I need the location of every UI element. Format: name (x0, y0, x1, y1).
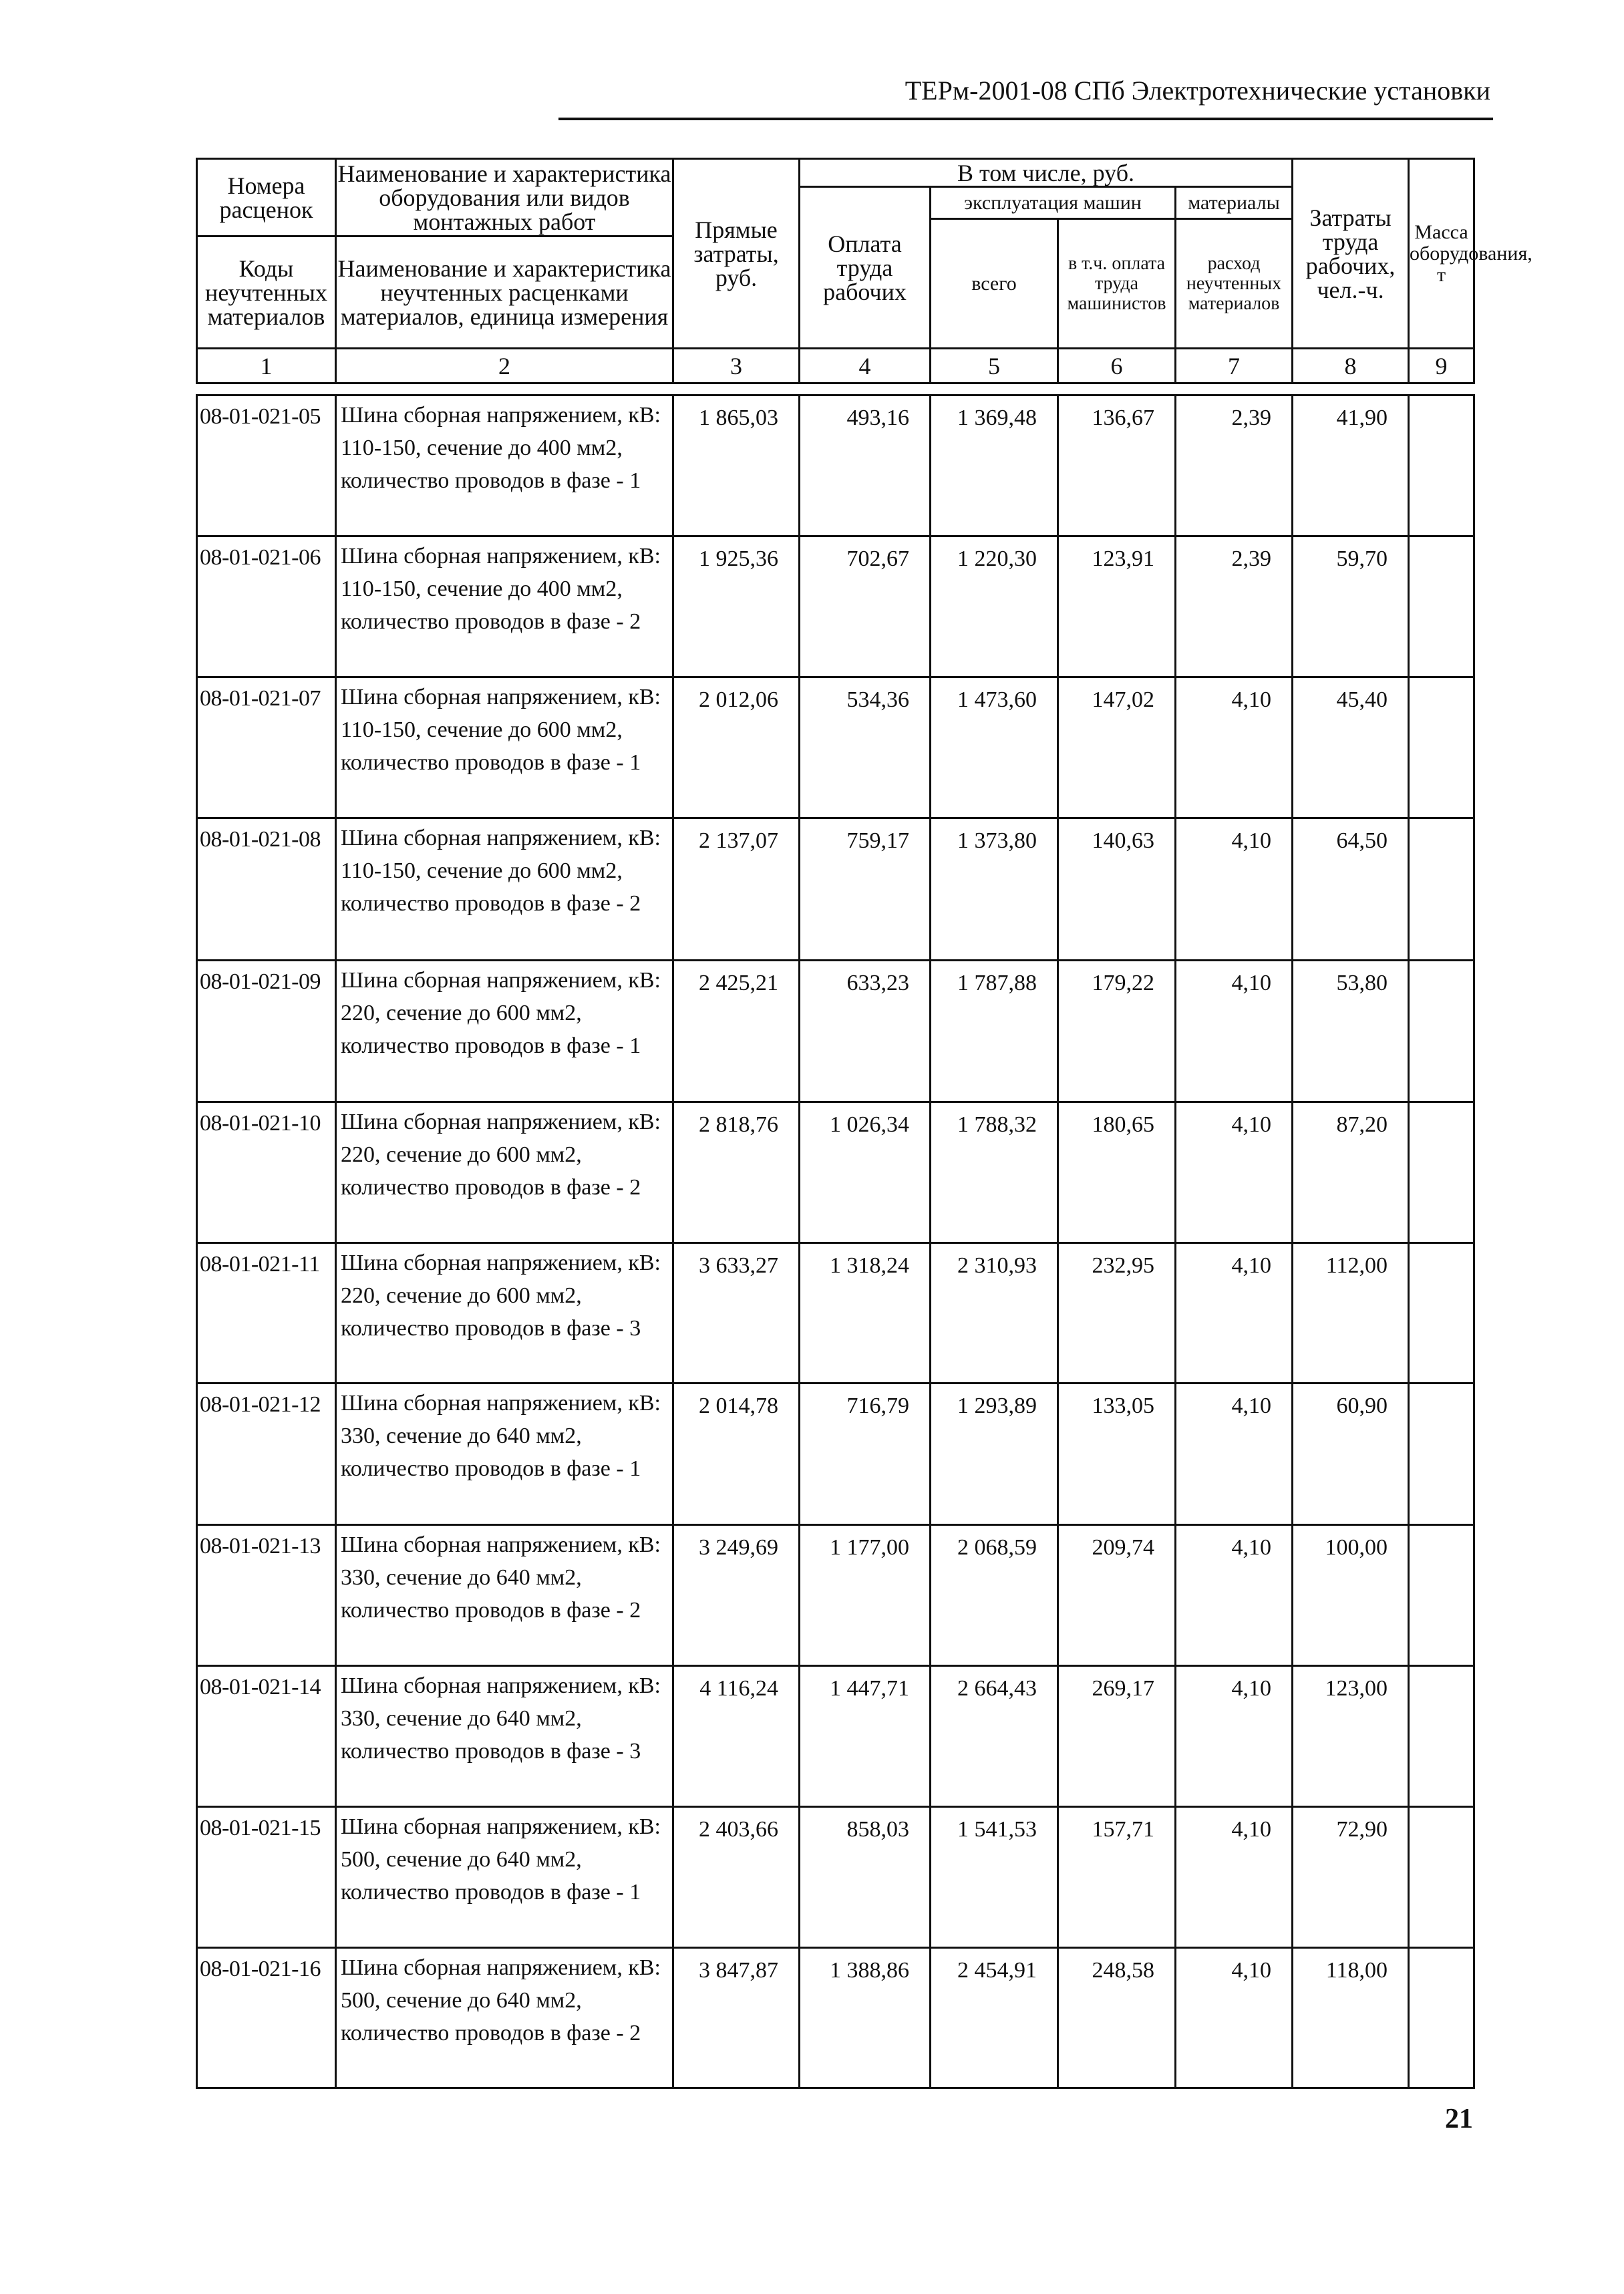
header-machine-operation: эксплуатация машин (931, 187, 1176, 219)
material-usage-cell: 4,10 (1176, 677, 1293, 818)
machine-total-cell: 1 788,32 (931, 1102, 1058, 1243)
machinist-pay-cell: 209,74 (1058, 1525, 1176, 1666)
worker-pay-cell: 759,17 (800, 818, 931, 961)
worker-pay-cell: 702,67 (800, 536, 931, 677)
material-usage-cell: 2,39 (1176, 536, 1293, 677)
machine-total-cell: 1 293,89 (931, 1383, 1058, 1525)
equipment-mass-cell (1409, 1383, 1474, 1525)
machinist-pay-cell: 133,05 (1058, 1383, 1176, 1525)
table-row (197, 961, 1474, 1102)
column-number: 3 (673, 349, 800, 383)
direct-costs-cell: 4 116,24 (673, 1666, 800, 1807)
header-material-usage: расход неучтенных материалов (1176, 219, 1293, 349)
worker-pay-cell: 1 026,34 (800, 1102, 931, 1243)
work-description-cell: Шина сборная напряжением, кВ: 500, сечение до 640 мм2, количество проводов в фазе - 1 (336, 1807, 673, 1948)
direct-costs-cell: 2 818,76 (673, 1102, 800, 1243)
rate-code-cell: 08-01-021-09 (197, 961, 336, 1102)
equipment-mass-cell (1409, 1948, 1474, 2088)
table-row (197, 1525, 1474, 1666)
labor-hours-cell: 64,50 (1293, 818, 1409, 961)
table-row (197, 1243, 1474, 1383)
header-machinist-pay: в т.ч. оплата труда машинистов (1058, 219, 1176, 349)
header-rule (558, 118, 1493, 120)
worker-pay-cell: 1 318,24 (800, 1243, 931, 1383)
machinist-pay-cell: 123,91 (1058, 536, 1176, 677)
rate-code-cell: 08-01-021-10 (197, 1102, 336, 1243)
work-description-cell: Шина сборная напряжением, кВ: 330, сечение до 640 мм2, количество проводов в фазе - 2 (336, 1525, 673, 1666)
worker-pay-cell: 633,23 (800, 961, 931, 1102)
column-number: 4 (800, 349, 931, 383)
machinist-pay-cell: 179,22 (1058, 961, 1176, 1102)
column-number: 6 (1058, 349, 1176, 383)
table-row (197, 818, 1474, 961)
table-row (197, 1807, 1474, 1948)
header-material-names: Наименование и характеристика неучтенных расценками материалов, единица измерения (336, 236, 673, 349)
machine-total-cell: 2 310,93 (931, 1243, 1058, 1383)
machine-total-cell: 1 541,53 (931, 1807, 1058, 1948)
rate-code-cell: 08-01-021-15 (197, 1807, 336, 1948)
rate-code-cell: 08-01-021-13 (197, 1525, 336, 1666)
equipment-mass-cell (1409, 961, 1474, 1102)
column-number: 5 (931, 349, 1058, 383)
rate-code-cell: 08-01-021-05 (197, 395, 336, 536)
column-number: 7 (1176, 349, 1293, 383)
header-including: В том числе, руб. (800, 159, 1293, 187)
table-row (197, 1948, 1474, 2088)
worker-pay-cell: 716,79 (800, 1383, 931, 1525)
worker-pay-cell: 1 447,71 (800, 1666, 931, 1807)
header-worker-pay: Оплата труда рабочих (800, 187, 931, 349)
machine-total-cell: 2 454,91 (931, 1948, 1058, 2088)
work-description-cell: Шина сборная напряжением, кВ: 330, сечение до 640 мм2, количество проводов в фазе - 3 (336, 1666, 673, 1807)
machinist-pay-cell: 136,67 (1058, 395, 1176, 536)
table-row (197, 536, 1474, 677)
work-description-cell: Шина сборная напряжением, кВ: 220, сечение до 600 мм2, количество проводов в фазе - 2 (336, 1102, 673, 1243)
material-usage-cell: 4,10 (1176, 1948, 1293, 2088)
column-header-table (196, 158, 1532, 384)
material-usage-cell: 4,10 (1176, 1102, 1293, 1243)
labor-hours-cell: 45,40 (1293, 677, 1409, 818)
equipment-mass-cell (1409, 1666, 1474, 1807)
header-direct-costs: Прямые затраты, руб. (673, 159, 800, 349)
header-materials: материалы (1176, 187, 1293, 219)
equipment-mass-cell (1409, 818, 1474, 961)
work-description-cell: Шина сборная напряжением, кВ: 110-150, сечение до 400 мм2, количество проводов в фазе - 2 (336, 536, 673, 677)
worker-pay-cell: 1 388,86 (800, 1948, 931, 2088)
table-row (197, 1102, 1474, 1243)
material-usage-cell: 4,10 (1176, 1525, 1293, 1666)
direct-costs-cell: 2 012,06 (673, 677, 800, 818)
direct-costs-cell: 2 403,66 (673, 1807, 800, 1948)
equipment-mass-cell (1409, 395, 1474, 536)
header-equipment-mass: Масса оборудования, т (1409, 159, 1474, 349)
work-description-cell: Шина сборная напряжением, кВ: 110-150, сечение до 400 мм2, количество проводов в фазе - 1 (336, 395, 673, 536)
machine-total-cell: 1 787,88 (931, 961, 1058, 1102)
material-usage-cell: 2,39 (1176, 395, 1293, 536)
material-usage-cell: 4,10 (1176, 818, 1293, 961)
direct-costs-cell: 3 249,69 (673, 1525, 800, 1666)
rate-code-cell: 08-01-021-14 (197, 1666, 336, 1807)
machinist-pay-cell: 157,71 (1058, 1807, 1176, 1948)
table-row (197, 1666, 1474, 1807)
work-description-cell: Шина сборная напряжением, кВ: 330, сечение до 640 мм2, количество проводов в фазе - 1 (336, 1383, 673, 1525)
labor-hours-cell: 60,90 (1293, 1383, 1409, 1525)
machinist-pay-cell: 147,02 (1058, 677, 1176, 818)
machinist-pay-cell: 248,58 (1058, 1948, 1176, 2088)
labor-hours-cell: 72,90 (1293, 1807, 1409, 1948)
labor-hours-cell: 87,20 (1293, 1102, 1409, 1243)
rate-code-cell: 08-01-021-08 (197, 818, 336, 961)
direct-costs-cell: 2 425,21 (673, 961, 800, 1102)
equipment-mass-cell (1409, 1102, 1474, 1243)
header-rate-numbers: Номера расценок (197, 159, 336, 236)
page-number: 21 (1445, 2104, 1473, 2134)
machinist-pay-cell: 180,65 (1058, 1102, 1176, 1243)
column-number: 2 (336, 349, 673, 383)
direct-costs-cell: 1 865,03 (673, 395, 800, 536)
labor-hours-cell: 59,70 (1293, 536, 1409, 677)
direct-costs-cell: 3 847,87 (673, 1948, 800, 2088)
machinist-pay-cell: 140,63 (1058, 818, 1176, 961)
equipment-mass-cell (1409, 677, 1474, 818)
direct-costs-cell: 3 633,27 (673, 1243, 800, 1383)
price-table (196, 394, 1475, 2089)
labor-hours-cell: 123,00 (1293, 1666, 1409, 1807)
table-row (197, 1383, 1474, 1525)
header-material-codes: Коды неучтенных материалов (197, 236, 336, 349)
machine-total-cell: 2 068,59 (931, 1525, 1058, 1666)
rate-code-cell: 08-01-021-11 (197, 1243, 336, 1383)
labor-hours-cell: 53,80 (1293, 961, 1409, 1102)
work-description-cell: Шина сборная напряжением, кВ: 110-150, сечение до 600 мм2, количество проводов в фазе - 2 (336, 818, 673, 961)
material-usage-cell: 4,10 (1176, 1243, 1293, 1383)
column-number: 8 (1293, 349, 1409, 383)
equipment-mass-cell (1409, 1525, 1474, 1666)
worker-pay-cell: 858,03 (800, 1807, 931, 1948)
rate-code-cell: 08-01-021-06 (197, 536, 336, 677)
table-row (197, 677, 1474, 818)
worker-pay-cell: 1 177,00 (800, 1525, 931, 1666)
machine-total-cell: 2 664,43 (931, 1666, 1058, 1807)
machine-total-cell: 1 373,80 (931, 818, 1058, 961)
material-usage-cell: 4,10 (1176, 1383, 1293, 1525)
material-usage-cell: 4,10 (1176, 961, 1293, 1102)
rate-code-cell: 08-01-021-16 (197, 1948, 336, 2088)
labor-hours-cell: 41,90 (1293, 395, 1409, 536)
labor-hours-cell: 118,00 (1293, 1948, 1409, 2088)
direct-costs-cell: 2 137,07 (673, 818, 800, 961)
worker-pay-cell: 534,36 (800, 677, 931, 818)
machinist-pay-cell: 269,17 (1058, 1666, 1176, 1807)
direct-costs-cell: 1 925,36 (673, 536, 800, 677)
machinist-pay-cell: 232,95 (1058, 1243, 1176, 1383)
equipment-mass-cell (1409, 1243, 1474, 1383)
header-work-name: Наименование и характеристика оборудования или видов монтажных работ (336, 159, 673, 236)
work-description-cell: Шина сборная напряжением, кВ: 500, сечение до 640 мм2, количество проводов в фазе - 2 (336, 1948, 673, 2088)
machine-total-cell: 1 369,48 (931, 395, 1058, 536)
worker-pay-cell: 493,16 (800, 395, 931, 536)
material-usage-cell: 4,10 (1176, 1807, 1293, 1948)
header-labor-hours: Затраты труда рабочих, чел.-ч. (1293, 159, 1409, 349)
column-number: 1 (197, 349, 336, 383)
table-row (197, 395, 1474, 536)
work-description-cell: Шина сборная напряжением, кВ: 220, сечение до 600 мм2, количество проводов в фазе - 1 (336, 961, 673, 1102)
labor-hours-cell: 112,00 (1293, 1243, 1409, 1383)
work-description-cell: Шина сборная напряжением, кВ: 220, сечение до 600 мм2, количество проводов в фазе - 3 (336, 1243, 673, 1383)
machine-total-cell: 1 220,30 (931, 536, 1058, 677)
equipment-mass-cell (1409, 536, 1474, 677)
material-usage-cell: 4,10 (1176, 1666, 1293, 1807)
column-number: 9 (1409, 349, 1474, 383)
equipment-mass-cell (1409, 1807, 1474, 1948)
header-machine-total: всего (931, 219, 1058, 349)
rate-code-cell: 08-01-021-07 (197, 677, 336, 818)
work-description-cell: Шина сборная напряжением, кВ: 110-150, сечение до 600 мм2, количество проводов в фазе - 1 (336, 677, 673, 818)
direct-costs-cell: 2 014,78 (673, 1383, 800, 1525)
rate-code-cell: 08-01-021-12 (197, 1383, 336, 1525)
document-title: ТЕРм-2001-08 СПб Электротехнические установки (905, 75, 1490, 106)
labor-hours-cell: 100,00 (1293, 1525, 1409, 1666)
machine-total-cell: 1 473,60 (931, 677, 1058, 818)
